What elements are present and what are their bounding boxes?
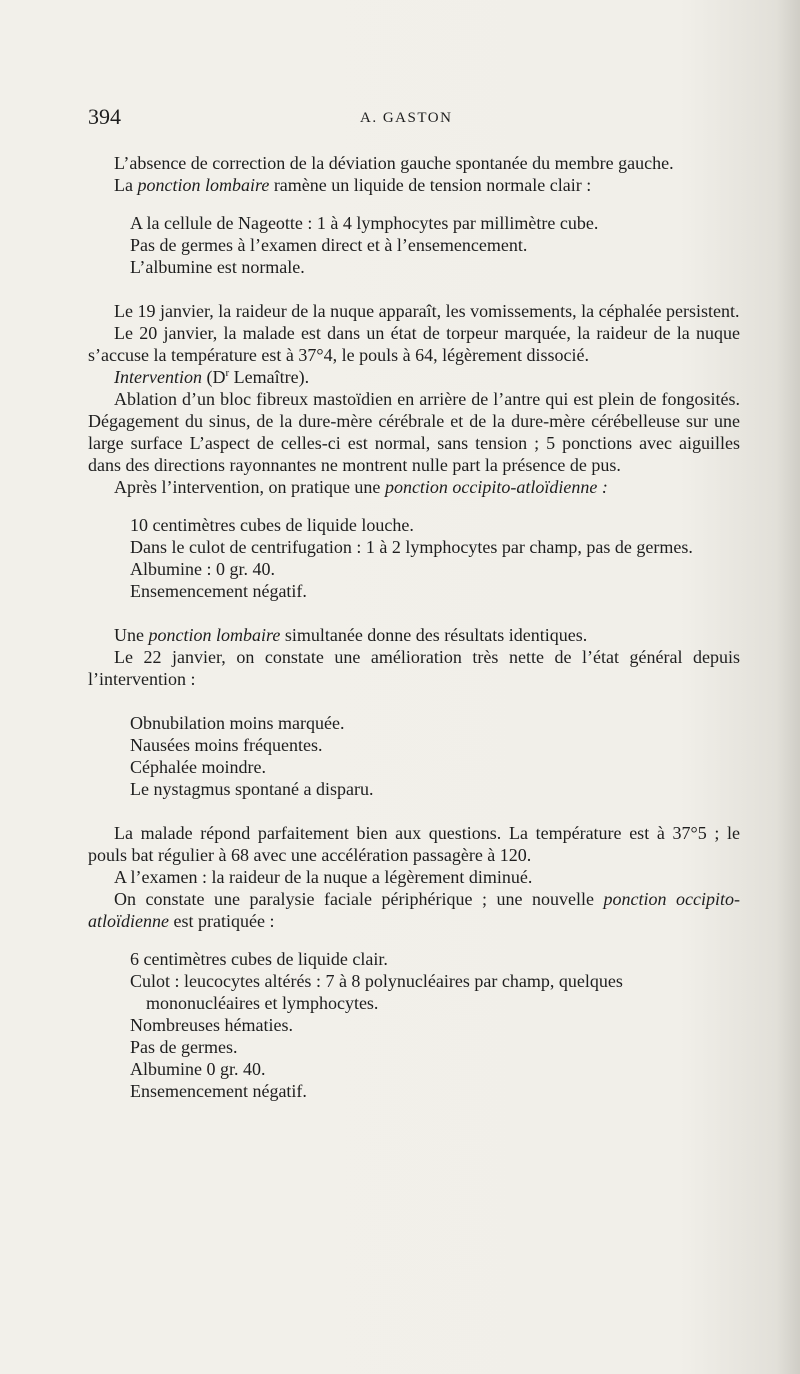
list-item: Dans le culot de centrifugation : 1 à 2 lymphocytes par champ, pas de germes.: [130, 537, 693, 557]
page-body: [88, 152, 740, 1102]
paragraph: Le 20 janvier, la malade est dans un état de torpeur marquée, la raideur de la nuque s’accuse la température est à 37°4, le pouls à 64, légèrement dissocié.: [88, 323, 740, 365]
lab-results-list: [88, 514, 740, 602]
paragraph: Une ponction lombaire simultanée donne des résultats identiques.: [114, 625, 588, 645]
paragraph: Après l’intervention, on pratique une ponction occipito-atloïdienne :: [114, 477, 608, 497]
list-item: Pas de germes à l’examen direct et à l’ensemencement.: [130, 235, 528, 255]
list-item: Obnubilation moins marquée.: [130, 713, 345, 733]
list-item: Albumine 0 gr. 40.: [130, 1059, 266, 1079]
list-item: Culot : leucocytes altérés : 7 à 8 polynucléaires par champ, quelques mononucléaires et lymphocytes.: [130, 971, 623, 1013]
list-item: Ensemencement négatif.: [130, 1081, 307, 1101]
paragraph: L’absence de correction de la déviation gauche spontanée du membre gauche.: [114, 153, 674, 173]
list-item: Nombreuses hématies.: [130, 1015, 293, 1035]
paragraph: On constate une paralysie faciale périphérique ; une nouvelle ponction occipito-atloïdienne est pratiquée :: [88, 889, 741, 931]
paragraph: La ponction lombaire ramène un liquide de tension normale clair :: [114, 175, 592, 195]
page-header: [88, 104, 740, 132]
list-item: L’albumine est normale.: [130, 257, 305, 277]
list-item: 6 centimètres cubes de liquide clair.: [130, 949, 388, 969]
list-item: Céphalée moindre.: [130, 757, 266, 777]
paragraph: A l’examen : la raideur de la nuque a légèrement diminué.: [114, 867, 533, 887]
paragraph: Ablation d’un bloc fibreux mastoïdien en arrière de l’antre qui est plein de fongosités. Dégagement du sinus, de la dure-mère cérébrale et de la dure-mère cérébelleuse sur une large surface L’aspect de celles-ci est normal, sans tension ; 5 ponctions avec aiguilles dans des directions rayonnantes ne montrent nulle part la présence de pus.: [88, 389, 740, 475]
intervention-heading: Intervention ($D^r$ Lemaître).: [114, 367, 310, 387]
paragraph: Le 19 janvier, la raideur de la nuque apparaît, les vomissements, la céphalée persistent.: [114, 301, 740, 321]
lab-results-list: [88, 948, 740, 1102]
list-item: Ensemencement négatif.: [130, 581, 307, 601]
list-item: 10 centimètres cubes de liquide louche.: [130, 515, 414, 535]
paragraph: La malade répond parfaitement bien aux questions. La température est à 37°5 ; le pouls bat régulier à 68 avec une accélération passagère à 120.: [88, 823, 740, 865]
list-item: Pas de germes.: [130, 1037, 238, 1057]
running-head: A. GASTON: [360, 110, 453, 126]
list-item: Nausées moins fréquentes.: [130, 735, 323, 755]
list-item: A la cellule de Nageotte : 1 à 4 lymphocytes par millimètre cube.: [130, 213, 599, 233]
symptom-list: [88, 712, 740, 800]
list-item: Le nystagmus spontané a disparu.: [130, 779, 374, 799]
list-item: Albumine : 0 gr. 40.: [130, 559, 275, 579]
lab-results-list: [88, 212, 740, 278]
paragraph: Le 22 janvier, on constate une amélioration très nette de l’état général depuis l’intervention :: [88, 647, 740, 689]
page-number: 394: [88, 104, 121, 129]
